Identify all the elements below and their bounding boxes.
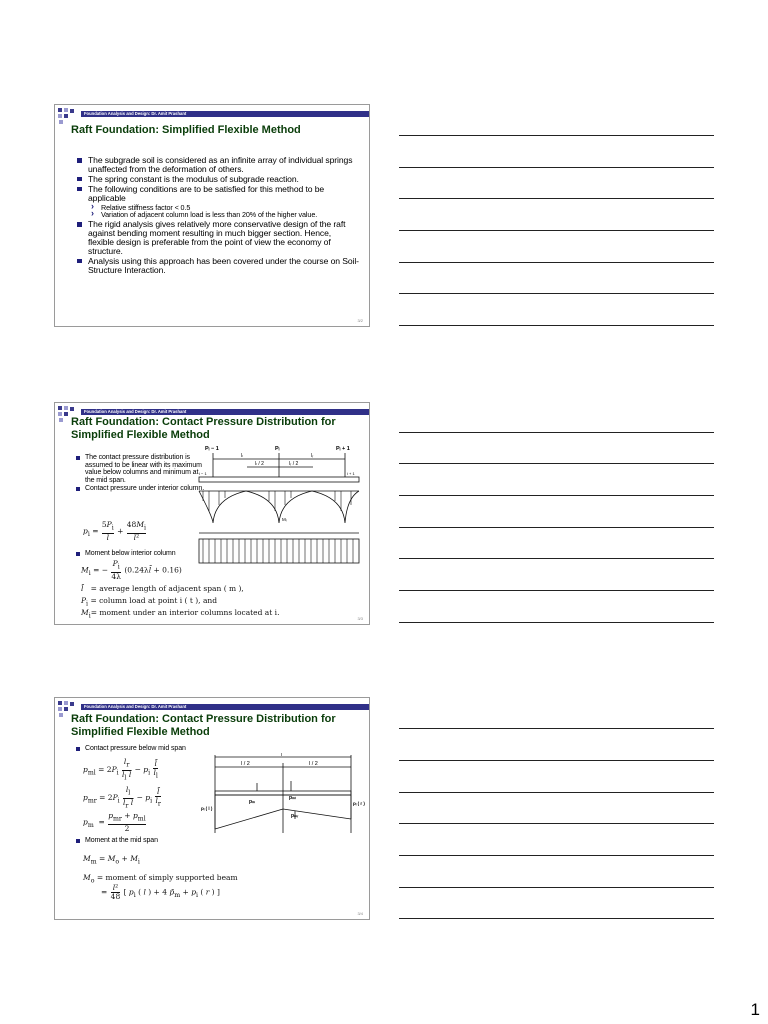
sub-bullet-list [88, 204, 359, 220]
note-line [399, 728, 714, 729]
note-line [399, 527, 714, 528]
figure-label-span-left: lₗ [241, 453, 243, 459]
figure-label-half-left: lₗ / 2 [255, 461, 264, 467]
bullet-item: Analysis using this approach has been covered under the course on Soil-Structure Interaction. [75, 257, 359, 275]
bullet-item: Contact pressure below mid span [75, 745, 275, 753]
contact-pressure-figure [193, 443, 365, 567]
definition-text: = average length of adjacent span ( m ), [90, 584, 244, 593]
definition-text: = moment of simply supported beam [96, 873, 238, 882]
figure-label-column-left: Pᵢ − 1 [205, 446, 219, 452]
note-line [399, 495, 714, 496]
formula-moment-interior: $M_i$ = − $\frac{P_i}{4\lambda}$ (0.24λl̄ + 0.16) [81, 559, 182, 581]
slide-banner: Foundation Analysis and Design: Dr. Amit Prashant [81, 409, 369, 415]
formula-p-ml: $p_{ml} = 2P_i$ $\frac{l_r}{l_l l̄}$ − $p_i$ $\frac{l̄}{l_l}$ [83, 757, 158, 781]
bullet-item: The rigid analysis gives relatively more conservative design of the raft against bending moment resulting in much bigger section. Hence, flexible design is preferable from the point of view the economy of structure. [75, 220, 359, 256]
figure-label-column-right: Pᵢ + 1 [336, 446, 350, 452]
note-line [399, 463, 714, 464]
sub-bullet-item: › Variation of adjacent column load is less than 20% of the higher value. [88, 211, 359, 219]
bullet-item: The contact pressure distribution is assumed to be linear with its maximum value below columns and minimum at the mid span. [75, 454, 205, 484]
formula-m-m: $M_m = M_o + M_i$ [83, 854, 140, 866]
formula-p-m: $p_m$ = $\frac{p_{mr} + p_{ml}}{2}$ [83, 811, 146, 833]
note-line [399, 167, 714, 168]
bullet-item [75, 185, 359, 219]
figure-label-half-right: lᵣ / 2 [289, 461, 299, 467]
slide-title: Raft Foundation: Contact Pressure Distribution for Simplified Flexible Method [71, 713, 336, 738]
figure-label-half-left: l / 2 [241, 761, 250, 767]
bullet-text: The following conditions are to be satisfied for this method to be applicable [88, 183, 325, 203]
definition-text: = column load at point i ( t ), and [90, 596, 218, 605]
figure-label-p-mr: pₘᵣ [291, 813, 299, 819]
slide-title: Raft Foundation: Contact Pressure Distribution for Simplified Flexible Method [71, 416, 336, 441]
figure-label-moment: Mᵢ [282, 517, 287, 522]
note-line [399, 590, 714, 591]
slide-page-number: 3/2 [357, 318, 363, 323]
note-line [399, 198, 714, 199]
figure-label-node-right: i + 1 [347, 471, 355, 476]
note-line [399, 887, 714, 888]
note-line [399, 432, 714, 433]
slide-3 [54, 697, 370, 920]
page-number: 1 [750, 1000, 760, 1019]
bullet-item: Contact pressure under interior column. [75, 485, 205, 493]
bullet-item: Moment at the mid span [75, 837, 275, 845]
slide-banner: Foundation Analysis and Design: Dr. Amit Prashant [81, 111, 369, 117]
slide-1 [54, 104, 370, 327]
figure-label-length: l [281, 753, 283, 758]
figure-label-span-right: lᵣ [311, 453, 314, 459]
definition-p-i: $P_i$ = column load at point i ( t ), and [81, 596, 218, 608]
definition-m-i: $M_i=$ moment under an interior columns located at i. [81, 608, 280, 620]
formula-m-o: $M_o$ = moment of simply supported beam [83, 873, 238, 885]
figure-label-p-m: pₘ [249, 799, 256, 805]
bullet-item: The subgrade soil is considered as an infinite array of individual springs unaffected from the deformation of others. [75, 156, 359, 174]
note-line [399, 230, 714, 231]
note-line [399, 293, 714, 294]
slide-page-number: 3/3 [357, 616, 363, 621]
bullet-list [75, 156, 359, 276]
note-line [399, 823, 714, 824]
figure-label-node-left: i − 1 [199, 471, 207, 476]
mid-span-figure [201, 753, 367, 848]
slide-title: Raft Foundation: Simplified Flexible Method [71, 124, 301, 136]
formula-p-mr: $p_{mr} = 2P_i$ $\frac{l_l}{l_r l̄}$ − $p_i$ $\frac{l̄}{l_r}$ [83, 785, 161, 809]
sub-bullet-item: › Relative stiffness factor < 0.5 [88, 204, 359, 212]
note-line [399, 855, 714, 856]
figure-label-p-i-left: pᵢ ( l ) [201, 806, 213, 811]
figure-label-half-right: l / 2 [309, 761, 318, 767]
formula-m-o-expression: = $\frac{\text{l²}}{48}$ [ $p_i$ ( l ) + 4 $p̄_m + p_i$ ( r ) ] [101, 883, 220, 901]
slide-page-number: 3/4 [357, 911, 363, 916]
definition-l-bar: l̄ = average length of adjacent span ( m ), [81, 584, 244, 593]
note-line [399, 792, 714, 793]
slide-banner: Foundation Analysis and Design: Dr. Amit Prashant [81, 704, 369, 710]
definition-text: = moment under an interior columns located at i. [90, 608, 280, 617]
figure-label-column-mid: Pᵢ [275, 446, 280, 452]
figure-label-p-ml: pₘₗ [289, 795, 296, 801]
formula-contact-pressure: $p_i$ = $\frac{5P_i}{l̄}$ + $\frac{48M_i}{\text{l̄²}}$ [83, 520, 146, 542]
note-line [399, 135, 714, 136]
note-line [399, 262, 714, 263]
note-line [399, 622, 714, 623]
note-line [399, 918, 714, 919]
bullet-item: Moment below interior column [75, 550, 275, 558]
bullet-list [75, 454, 205, 494]
note-line [399, 558, 714, 559]
note-line [399, 760, 714, 761]
figure-label-p-i-right: pᵢ ( r ) [353, 801, 365, 806]
bullet-item: The spring constant is the modulus of subgrade reaction. [75, 175, 359, 184]
slide-2 [54, 402, 370, 625]
note-line [399, 325, 714, 326]
